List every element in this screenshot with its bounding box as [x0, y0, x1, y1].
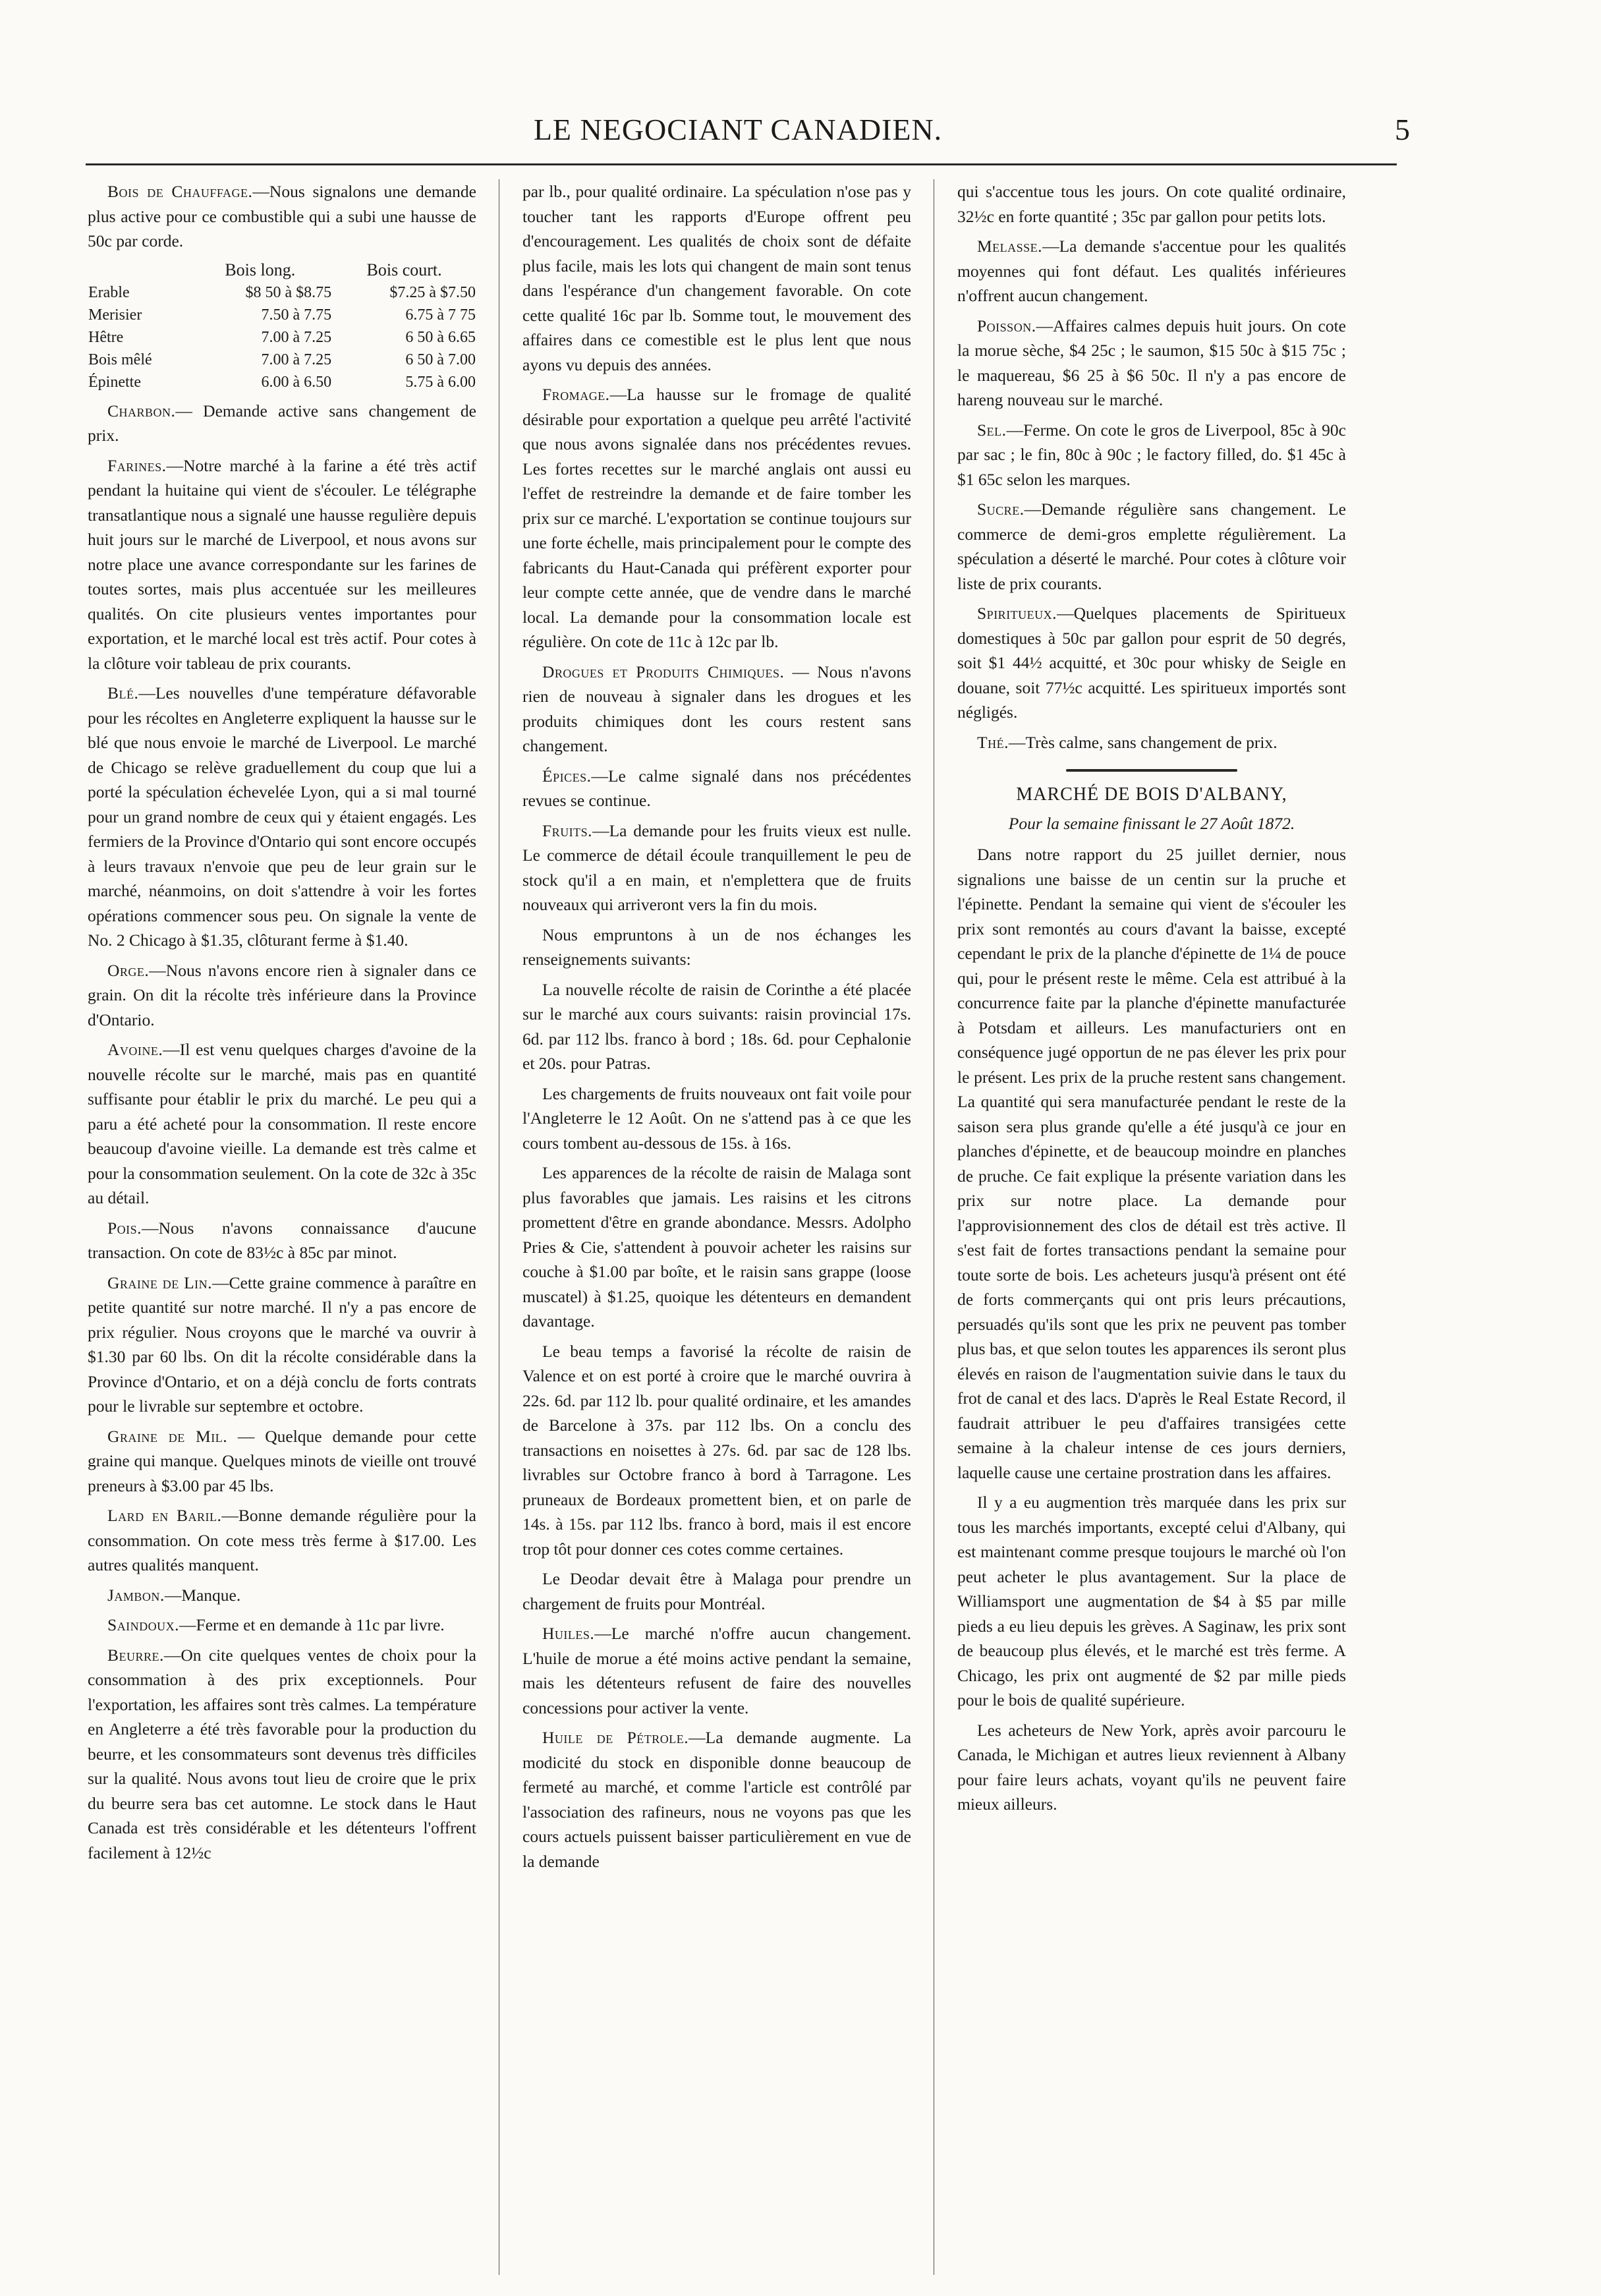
paragraph: La nouvelle récolte de raisin de Corinthe a été placée sur le marché aux cours suivants: raisin provincial 17s. 6d. par 112 lbs. franco à bord ; 18s. 6d. pour Cephalonie et 20s. pour Patras.: [522, 979, 911, 1073]
article-epices: Épices.—Le calme signalé dans nos précédentes revues se continue.: [522, 766, 911, 810]
article-graine-lin: Graine de Lin.—Cette graine commence à paraître en petite quantité sur notre marché. Il n'y a pas encore de prix régulier. Nous croyons que le marché va ouvrir à $1.30 par 60 lbs. On dit la récolte considérable dans la Province d'Ontario, et on a déjà conclu de forts contrats pour le livrable sur septembre et octobre.: [88, 1273, 476, 1416]
col-header-long: Bois long.: [225, 260, 296, 279]
article-pois: Pois.—Nous n'avons connaissance d'aucune transaction. On cote de 83½c à 85c par minot.: [88, 1218, 476, 1262]
column-2: [522, 179, 911, 2262]
paragraph: Dans notre rapport du 25 juillet dernier, nous signalions une baisse de un centin sur la pruche et l'épinette. Pendant la semaine qui vient de s'écouler les prix sont remontés au cours d'avant la baisse, excepté cependant le prix de la planche d'épinette de 1¼ de pouce qui, pour le présent reste le même. Cela est attribué à la concurrence faite par la planche d'épinette manufacturée à Potsdam et ailleurs. Les manufacturiers ont en conséquence jugé opportun de ne pas élever les prix pour le présent. Les prix de la pruche restent sans changement. La quantité qui sera manufacturée pendant le reste de la saison sera plus grande qu'elle a été jusqu'à ce jour en planches d'épinette, et de beaucoup moindre en planches de pruche. Ce fait explique la présente variation dans les prix sur notre place. La demande pour l'approvisionnement des clos de détail est très active. Il s'est fait de fortes transactions pendant la semaine pour toute sorte de bois. Les acheteurs jusqu'à présent ont été de forts commerçants qui ont pris leurs précautions, persuadés qu'ils sont que les prix ne peuvent pas tomber plus bas, et que selon toutes les apparences ils seront plus élevés en raison de l'augmentation suivie dans le taux du frot de canal et des lacs. D'après le Real Estate Record, il faudrait attribuer le peu d'affaires transigées cette semaine à la chaleur intense de ces jours derniers, laquelle cause une certaine prostration dans les affaires.: [957, 845, 1346, 1482]
article-melasse: Melasse.—La demande s'accentue pour les qualités moyennes qui font défaut. Les qualités inférieures n'offrent aucun changement.: [957, 237, 1346, 305]
article-jambon: Jambon.—Manque.: [107, 1585, 241, 1605]
article-farines: Farines.—Notre marché à la farine a été très actif pendant la huitaine qui vient de s'écouler. Le télégraphe transatlantique nous a signalé une hausse regulière depuis huit jours sur le marché de Liverpool, et nous avons sur notre place une avance correspondante sur les farines de toutes sortes, mais plus accentuée sur les meilleures qualités. On cite plusieurs ventes importantes pour exportation, et le marché local est très actif. Pour cotes à la clôture voir tableau de prix courants.: [88, 455, 476, 673]
article-huiles: Huiles.—Le marché n'offre aucun changement. L'huile de morue a été moins active pendant la semaine, mais les détenteurs refusent de faire des nouvelles concessions pour activer la vente.: [522, 1624, 911, 1717]
article-beurre-continued: par lb., pour qualité ordinaire. La spéculation n'ose pas y toucher tant les rapports d'Europe offrent peu d'encouragement. Les qualités de choix sont de défaite plus facile, mais les lots qui changent de main sont tenus dans l'espérance d'un changement favorable. On cote cette qualité 16c par lb. Somme tout, le mouvement des affaires dans ce comestible est le plus lent que nous ayons vu depuis des années.: [522, 182, 911, 374]
paragraph: Les apparences de la récolte de raisin de Malaga sont plus favorables que jamais. Les raisins et les citrons promettent d'être en grande abondance. Messrs. Adolpho Pries & Cie, s'attendent à pouvoir acheter les raisins sur couche à $1.00 par boîte, et le raisin sans grappe (loose muscatel) à $1.25, quoique les détenteurs en demandent davantage.: [522, 1163, 911, 1331]
article-saindoux: Saindoux.—Ferme et en demande à 11c par livre.: [107, 1615, 445, 1634]
article-sucre: Sucre.—Demande régulière sans changement. Le commerce de demi-gros emplette régulièrement. La spéculation a déserté le marché. Pour cotes à clôture voir liste de prix courants.: [957, 500, 1346, 593]
article-poisson: Poisson.—Affaires calmes depuis huit jours. On cote la morue sèche, $4 25c ; le saumon, $15 50c à $15 75c ; le maquereau, $6 25 à $6 50c. Il n'y a pas encore de hareng nouveau sur le marché.: [957, 316, 1346, 409]
article-petrole-continued: qui s'accentue tous les jours. On cote qualité ordinaire, 32½c en forte quantité ; 35c par gallon pour petits lots.: [957, 182, 1346, 226]
header-rule: [86, 163, 1397, 165]
article-sel: Sel.—Ferme. On cote le gros de Liverpool, 85c à 90c par sac ; le fin, 80c à 90c ; le factory filled, do. $1 45c à $1 65c selon les marques.: [957, 420, 1346, 489]
column-3: [957, 179, 1346, 2262]
paragraph: Le Deodar devait être à Malaga pour prendre un chargement de fruits pour Montréal.: [522, 1569, 911, 1613]
article-graine-mil: Graine de Mil. — Quelque demande pour cette graine qui manque. Quelques minots de vieille ont trouvé preneurs à $3.00 par 45 lbs.: [88, 1426, 476, 1495]
section-separator: [1066, 769, 1237, 772]
table-row: Merisier 7.50 à 7.75 6.75 à 7 75: [88, 306, 476, 324]
page-number: 5: [1395, 113, 1410, 146]
article-avoine: Avoine.—Il est venu quelques charges d'avoine de la nouvelle récolte sur le marché, mais pas en quantité suffisante pour établir le prix du marché. Le peu qui a paru a été acheté pour la consommation. Il reste encore beaucoup d'avoine vieille. La demande est très calme et pour la consommation seulement. On la cote de 32c à 35c au détail.: [88, 1040, 476, 1207]
albany-subheading: Pour la semaine finissant le 27 Août 1872.: [1008, 813, 1295, 833]
article-orge: Orge.—Nous n'avons encore rien à signaler dans ce grain. On dit la récolte très inférieure dans la Province d'Ontario.: [88, 960, 476, 1029]
table-row: Bois mêlé 7.00 à 7.25 6 50 à 7.00: [88, 351, 476, 368]
column-1: [88, 179, 476, 2262]
article-beurre: Beurre.—On cite quelques ventes de choix pour la consommation à des prix exceptionnels. Pour l'exportation, les affaires sont très calmes. La température en Angleterre a été très favorable pour la production du beurre, et les consommateurs sont devenus très difficiles sur la qualité. Nous avons tout lieu de croire que le prix du beurre sera bas cet automne. Le stock dans le Haut Canada est très considérable et les détenteurs l'offrent facilement à 12½c: [88, 1645, 476, 1862]
col-header-court: Bois court.: [366, 260, 442, 279]
bois-price-table: [88, 259, 476, 393]
newspaper-title: LE NEGOCIANT CANADIEN.: [533, 113, 943, 146]
table-row: Épinette 6.00 à 6.50 5.75 à 6.00: [88, 373, 476, 391]
article-bois: Bois de Chauffage.—Nous signalons une demande plus active pour ce combustible qui a subi une hausse de 50c par corde.: [88, 182, 476, 250]
paragraph: Nous empruntons à un de nos échanges les renseignements suivants:: [522, 925, 911, 969]
paragraph: Les chargements de fruits nouveaux ont fait voile pour l'Angleterre le 12 Août. On ne s'attend pas à ce que les cours tombent au-dessous de 15s. à 16s.: [522, 1083, 911, 1153]
article-petrole: Huile de Pétrole.—La demande augmente. La modicité du stock en disponible donne beaucoup de fermeté au marché, et comme l'article est contrôlé par l'association des rafineurs, nous ne voyons pas que les cours actuels puissent baisser particulièrement en vue de la demande: [522, 1728, 911, 1871]
article-fruits: Fruits.—La demande pour les fruits vieux est nulle. Le commerce de détail écoule tranquillement le peu de stock qu'il a en main, et n'emplettera que de fruits nouveaux qui arriveront vers la fin du mois.: [522, 820, 911, 914]
article-drogues: Drogues et Produits Chimiques. — Nous n'avons rien de nouveau à signaler dans les drogues et les produits chimiques dont les cours restent sans changement.: [522, 662, 911, 755]
page-header: [79, 112, 1410, 152]
table-row: Hêtre 7.00 à 7.25 6 50 à 6.65: [88, 328, 476, 346]
article-ble: Blé.—Les nouvelles d'une température défavorable pour les récoltes en Angleterre expliquent la hausse sur le blé que nous envoie le marché de Liverpool. Le marché de Chicago se relève graduellement du coup que lui a porté la spéculation échevelée Lyon, qui a si mal tourné pour un grand nombre de ceux qui y étaient engagés. Les fermiers de la Province d'Ontario qui sont encore occupés à leurs travaux n'envoie que peu de leur grain sur le marché, néanmoins, on doit s'attendre à voir les fortes opérations commencer sous peu. On signale la vente de No. 2 Chicago à $1.35, clôturant ferme à $1.40.: [88, 683, 476, 950]
article-charbon: Charbon.— Demande active sans changement de prix.: [88, 401, 476, 445]
paragraph: Les acheteurs de New York, après avoir parcouru le Canada, le Michigan et autres lieux reviennent à Albany pour faire leurs achats, voyant qu'ils ne peuvent faire mieux ailleurs.: [957, 1720, 1346, 1814]
albany-heading: MARCHÉ DE BOIS D'ALBANY,: [1016, 784, 1287, 805]
article-lard: Lard en Baril.—Bonne demande régulière pour la consommation. On cote mess très ferme à $17.00. Les autres qualités manquent.: [88, 1506, 476, 1574]
article-spiritueux: Spiritueux.—Quelques placements de Spiritueux domestiques à 50c par gallon pour esprit de 50 degrés, soit $1 44½ acquitté, et 30c pour whisky de Seigle en douane, soit 77½c acquitté. Les spiritueux importés sont négligés.: [957, 604, 1346, 722]
paragraph: Il y a eu augmention très marquée dans les prix sur tous les marchés importants, excepté celui d'Albany, qui est maintenant comme presque toujours le marché où l'on peut acheter le plus avantagement. Sur la place de Williamsport une augmentation de $4 à $5 par mille pieds a eu lieu depuis les grèves. A Saginaw, les prix sont de beaucoup plus élevés, et le marché est très ferme. A Chicago, les prix ont augmenté de $2 par mille pieds pour le bois de qualité supérieure.: [957, 1493, 1346, 1709]
paragraph: Le beau temps a favorisé la récolte de raisin de Valence et on est porté à croire que le marché ouvrira à 22s. 6d. par 112 lb. pour qualité ordinaire, et les amandes de Barcelone à 37s. par 112 lbs. On a conclu des transactions en noisettes à 27s. 6d. par sac de 128 lbs. livrables sur Octobre franco à bord à Tarragone. Les pruneaux de Bordeaux promettent bien, et on parle de 14s. à 15s. par 112 lbs. franco à bord, mais il est encore trop tôt pour donner ces cotes comme certaines.: [522, 1341, 911, 1559]
table-row: Erable $8 50 à $8.75 $7.25 à $7.50: [88, 283, 476, 301]
article-fromage: Fromage.—La hausse sur le fromage de qualité désirable pour exportation a quelque peu arrêté l'activité que nous avons signalée dans nos précédentes revues. Les fortes recettes sur le marché anglais ont aussi eu l'effet de restreindre la demande et de faire tomber les prix sur ce marché. L'exportation se continue toujours sur une forte échelle, mais principalement pour le compte des fabricants du Haut-Canada qui préfèrent exporter pour leur compte cette année, que de vendre dans le marché local. La demande pour la consommation locale est régulière. On cote de 11c à 12c par lb.: [522, 385, 911, 651]
article-the: Thé.—Très calme, sans changement de prix.: [977, 732, 1278, 752]
